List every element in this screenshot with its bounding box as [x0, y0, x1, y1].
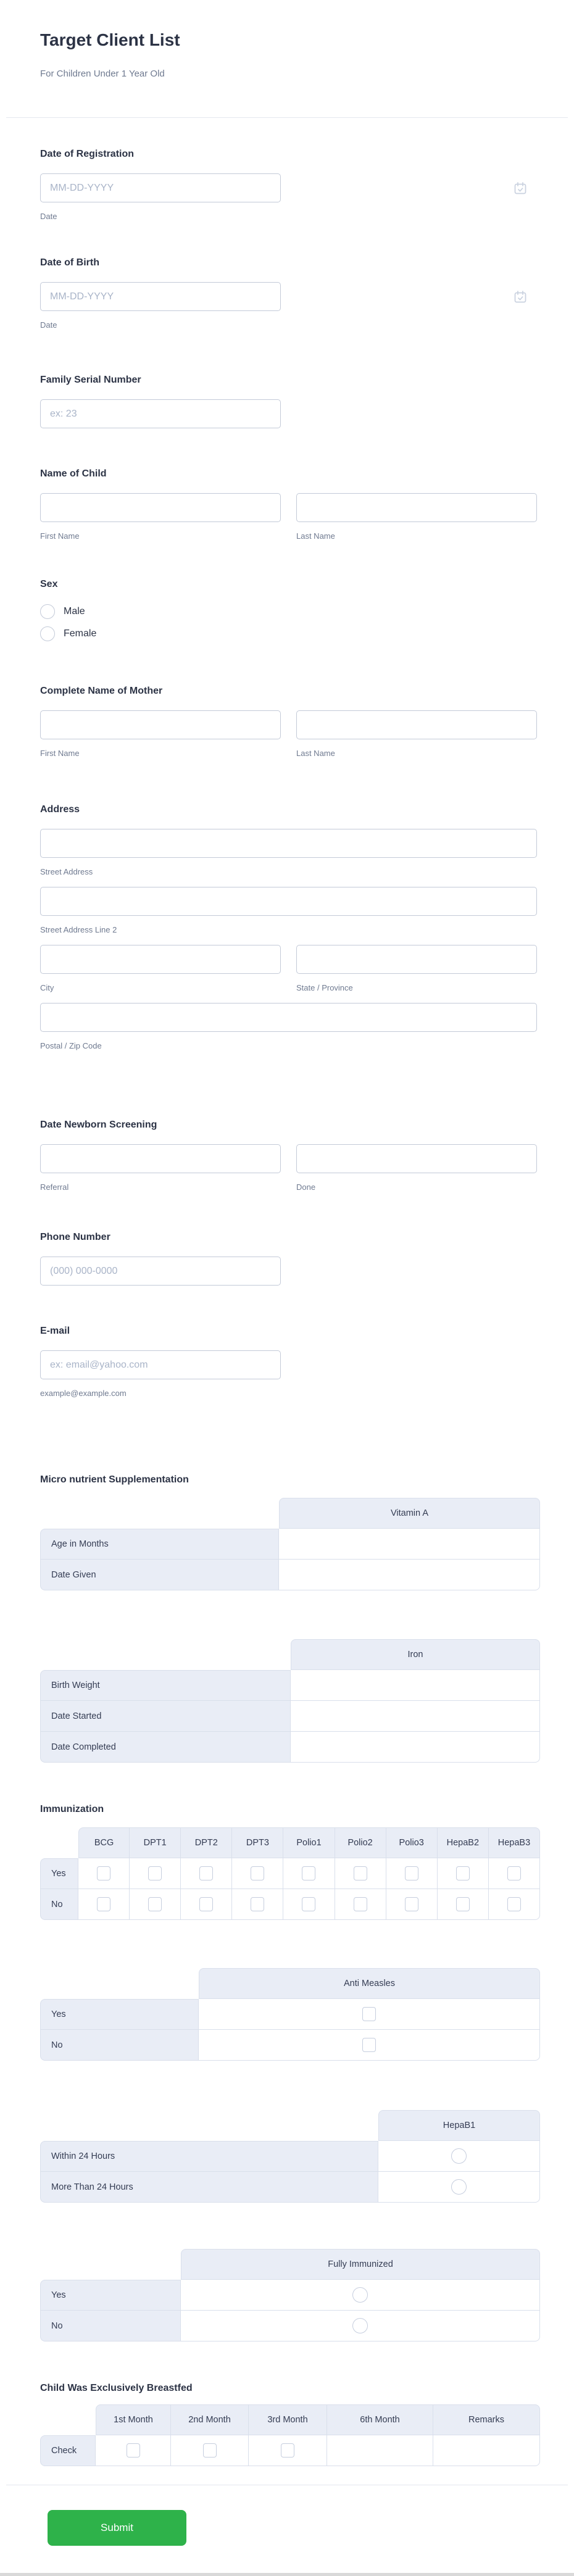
- radio-hepab1-more-than-24-hours[interactable]: [451, 2179, 467, 2195]
- field-sublabel: Referral: [40, 1182, 69, 1192]
- checkbox-anti-measles-no[interactable]: [362, 2038, 376, 2052]
- breastfed-6th-month-input-cell[interactable]: [327, 2435, 433, 2466]
- checkbox-dpt2-yes[interactable]: [199, 1866, 213, 1880]
- postal-zip-input[interactable]: [40, 1003, 537, 1032]
- field-sublabel: Street Address Line 2: [40, 925, 117, 934]
- page-bottom-edge: [0, 2573, 574, 2576]
- option-label: Male: [64, 606, 85, 617]
- question-date-of-registration: [40, 148, 537, 222]
- breastfed-remarks-input-cell[interactable]: [433, 2435, 540, 2466]
- column-header: Polio2: [335, 1827, 386, 1858]
- sex-option-female[interactable]: [40, 626, 537, 642]
- question-email: [40, 1325, 537, 1398]
- radio-hepab1-within-24-hours[interactable]: [451, 2148, 467, 2164]
- checkbox-dpt3-yes[interactable]: [251, 1866, 264, 1880]
- checkbox-polio1-no[interactable]: [302, 1897, 315, 1911]
- iron-table: [40, 1639, 540, 1763]
- iron-date-started-input-cell[interactable]: [291, 1701, 540, 1732]
- row-header: More Than 24 Hours: [40, 2172, 378, 2203]
- newborn-screening-referral-input[interactable]: [40, 1144, 281, 1173]
- checkbox-hepab2-no[interactable]: [456, 1897, 470, 1911]
- question-mother-name: [40, 685, 537, 758]
- column-header: HepaB1: [378, 2110, 540, 2141]
- column-header: DPT1: [130, 1827, 181, 1858]
- date-of-registration-input[interactable]: [40, 173, 281, 202]
- column-header: Remarks: [433, 2404, 540, 2435]
- field-sublabel: Postal / Zip Code: [40, 1041, 102, 1050]
- column-header: 3rd Month: [249, 2404, 327, 2435]
- field-label: Child Was Exclusively Breastfed: [40, 2383, 193, 2393]
- street-address-input[interactable]: [40, 829, 537, 858]
- column-header: Anti Measles: [199, 1968, 540, 1999]
- checkbox-polio3-yes[interactable]: [405, 1866, 418, 1880]
- iron-birth-weight-input-cell[interactable]: [291, 1670, 540, 1701]
- header-divider: [6, 117, 568, 118]
- child-last-name-input[interactable]: [296, 493, 537, 522]
- checkbox-anti-measles-yes[interactable]: [362, 2007, 376, 2021]
- table-corner: [40, 1498, 279, 1529]
- radio-icon[interactable]: [40, 604, 55, 619]
- question-address: [40, 804, 537, 1051]
- iron-date-completed-input-cell[interactable]: [291, 1732, 540, 1763]
- question-newborn-screening: [40, 1119, 537, 1192]
- field-label: Date Newborn Screening: [40, 1120, 157, 1130]
- table-corner: [40, 1639, 291, 1670]
- row-header: Birth Weight: [40, 1670, 291, 1701]
- field-sublabel: First Name: [40, 749, 80, 758]
- field-label: Family Serial Number: [40, 375, 141, 385]
- state-province-input[interactable]: [296, 945, 537, 974]
- vitamin-a-date-given-input-cell[interactable]: [279, 1560, 540, 1590]
- city-input[interactable]: [40, 945, 281, 974]
- checkbox-polio2-no[interactable]: [354, 1897, 367, 1911]
- table-corner: [40, 1827, 78, 1858]
- radio-icon[interactable]: [40, 626, 55, 641]
- phone-number-input[interactable]: [40, 1257, 281, 1286]
- row-header: Yes: [40, 2280, 181, 2311]
- row-header: Check: [40, 2435, 96, 2466]
- question-breastfed: [40, 2382, 537, 2466]
- field-sublabel: Date: [40, 212, 57, 221]
- question-sex: [40, 578, 537, 642]
- row-header: No: [40, 1889, 78, 1920]
- vitamin-a-age-input-cell[interactable]: [279, 1529, 540, 1560]
- table-corner: [40, 1968, 199, 1999]
- question-name-of-child: [40, 468, 537, 541]
- column-header: Polio3: [386, 1827, 438, 1858]
- row-header: No: [40, 2030, 199, 2061]
- table-corner: [40, 2249, 181, 2280]
- column-header: 2nd Month: [171, 2404, 249, 2435]
- row-header: Yes: [40, 1999, 199, 2030]
- question-phone-number: [40, 1231, 537, 1286]
- field-label: Micro nutrient Supplementation: [40, 1474, 189, 1485]
- hepab1-table: [40, 2110, 540, 2203]
- column-header: Vitamin A: [279, 1498, 540, 1529]
- checkbox-polio2-yes[interactable]: [354, 1866, 367, 1880]
- question-iron: [40, 1639, 537, 1763]
- newborn-screening-done-input[interactable]: [296, 1144, 537, 1173]
- child-first-name-input[interactable]: [40, 493, 281, 522]
- form-subtitle: For Children Under 1 Year Old: [40, 69, 165, 79]
- date-of-birth-input[interactable]: [40, 282, 281, 311]
- field-label: Date of Registration: [40, 149, 135, 159]
- checkbox-polio1-yes[interactable]: [302, 1866, 315, 1880]
- field-label: Sex: [40, 579, 58, 589]
- column-header: Polio1: [283, 1827, 335, 1858]
- checkbox-polio3-no[interactable]: [405, 1897, 418, 1911]
- field-sublabel: Street Address: [40, 867, 93, 876]
- column-header: Iron: [291, 1639, 540, 1670]
- checkbox-hepab3-no[interactable]: [507, 1897, 521, 1911]
- form-title: Target Client List: [40, 30, 180, 49]
- field-sublabel: example@example.com: [40, 1389, 127, 1398]
- column-header: DPT2: [181, 1827, 232, 1858]
- row-header: Date Completed: [40, 1732, 291, 1763]
- table-corner: [40, 2110, 378, 2141]
- mother-first-name-input[interactable]: [40, 710, 281, 739]
- checkbox-dpt3-no[interactable]: [251, 1897, 264, 1911]
- field-sublabel: Date: [40, 320, 57, 330]
- mother-last-name-input[interactable]: [296, 710, 537, 739]
- row-header: Yes: [40, 1858, 78, 1889]
- table-corner: [40, 2404, 96, 2435]
- field-label: Name of Child: [40, 468, 107, 479]
- column-header: 6th Month: [327, 2404, 433, 2435]
- question-micro-nutrient: [40, 1474, 537, 1590]
- family-serial-number-input[interactable]: [40, 399, 281, 428]
- question-hepab1: [40, 2110, 537, 2203]
- row-header: Age in Months: [40, 1529, 279, 1560]
- anti-measles-table: [40, 1968, 540, 2061]
- radio-fully-immunized-yes[interactable]: [352, 2287, 368, 2303]
- radio-fully-immunized-no[interactable]: [352, 2318, 368, 2333]
- field-sublabel: City: [40, 983, 54, 992]
- question-family-serial-number: [40, 374, 537, 428]
- field-sublabel: Done: [296, 1182, 316, 1192]
- calendar-check-icon: [513, 181, 528, 196]
- field-label: Address: [40, 804, 80, 815]
- field-sublabel: First Name: [40, 531, 80, 541]
- field-sublabel: Last Name: [296, 749, 335, 758]
- column-header: DPT3: [232, 1827, 283, 1858]
- column-header: HepaB3: [489, 1827, 540, 1858]
- breastfed-table: [40, 2404, 540, 2466]
- column-header: Fully Immunized: [181, 2249, 540, 2280]
- question-immunization: [40, 1803, 537, 1920]
- submit-button[interactable]: Submit: [48, 2510, 186, 2546]
- checkbox-dpt1-no[interactable]: [148, 1897, 162, 1911]
- vitamin-a-table: [40, 1498, 540, 1590]
- checkbox-hepab2-yes[interactable]: [456, 1866, 470, 1880]
- field-label: Date of Birth: [40, 257, 99, 268]
- street-address-line2-input[interactable]: [40, 887, 537, 916]
- checkbox-breastfed-3rd-month[interactable]: [281, 2443, 294, 2458]
- question-date-of-birth: [40, 257, 537, 330]
- row-header: Within 24 Hours: [40, 2141, 378, 2172]
- row-header: No: [40, 2311, 181, 2341]
- field-sublabel: Last Name: [296, 531, 335, 541]
- row-header: Date Given: [40, 1560, 279, 1590]
- email-input[interactable]: [40, 1350, 281, 1379]
- field-label: E-mail: [40, 1326, 70, 1336]
- column-header: HepaB2: [438, 1827, 489, 1858]
- checkbox-hepab3-yes[interactable]: [507, 1866, 521, 1880]
- field-label: Complete Name of Mother: [40, 686, 163, 696]
- field-sublabel: State / Province: [296, 983, 353, 992]
- field-label: Phone Number: [40, 1232, 110, 1242]
- question-fully-immunized: [40, 2249, 537, 2341]
- column-header: 1st Month: [96, 2404, 171, 2435]
- row-header: Date Started: [40, 1701, 291, 1732]
- calendar-check-icon: [513, 289, 528, 304]
- column-header: BCG: [78, 1827, 130, 1858]
- question-anti-measles: [40, 1968, 537, 2061]
- checkbox-bcg-no[interactable]: [97, 1897, 110, 1911]
- checkbox-breastfed-1st-month[interactable]: [127, 2443, 140, 2458]
- checkbox-bcg-yes[interactable]: [97, 1866, 110, 1880]
- checkbox-breastfed-2nd-month[interactable]: [203, 2443, 217, 2458]
- option-label: Female: [64, 628, 97, 639]
- fully-immunized-table: [40, 2249, 540, 2341]
- checkbox-dpt2-no[interactable]: [199, 1897, 213, 1911]
- checkbox-dpt1-yes[interactable]: [148, 1866, 162, 1880]
- immunization-table: [40, 1827, 540, 1920]
- sex-option-male[interactable]: [40, 604, 537, 620]
- field-label: Immunization: [40, 1804, 104, 1814]
